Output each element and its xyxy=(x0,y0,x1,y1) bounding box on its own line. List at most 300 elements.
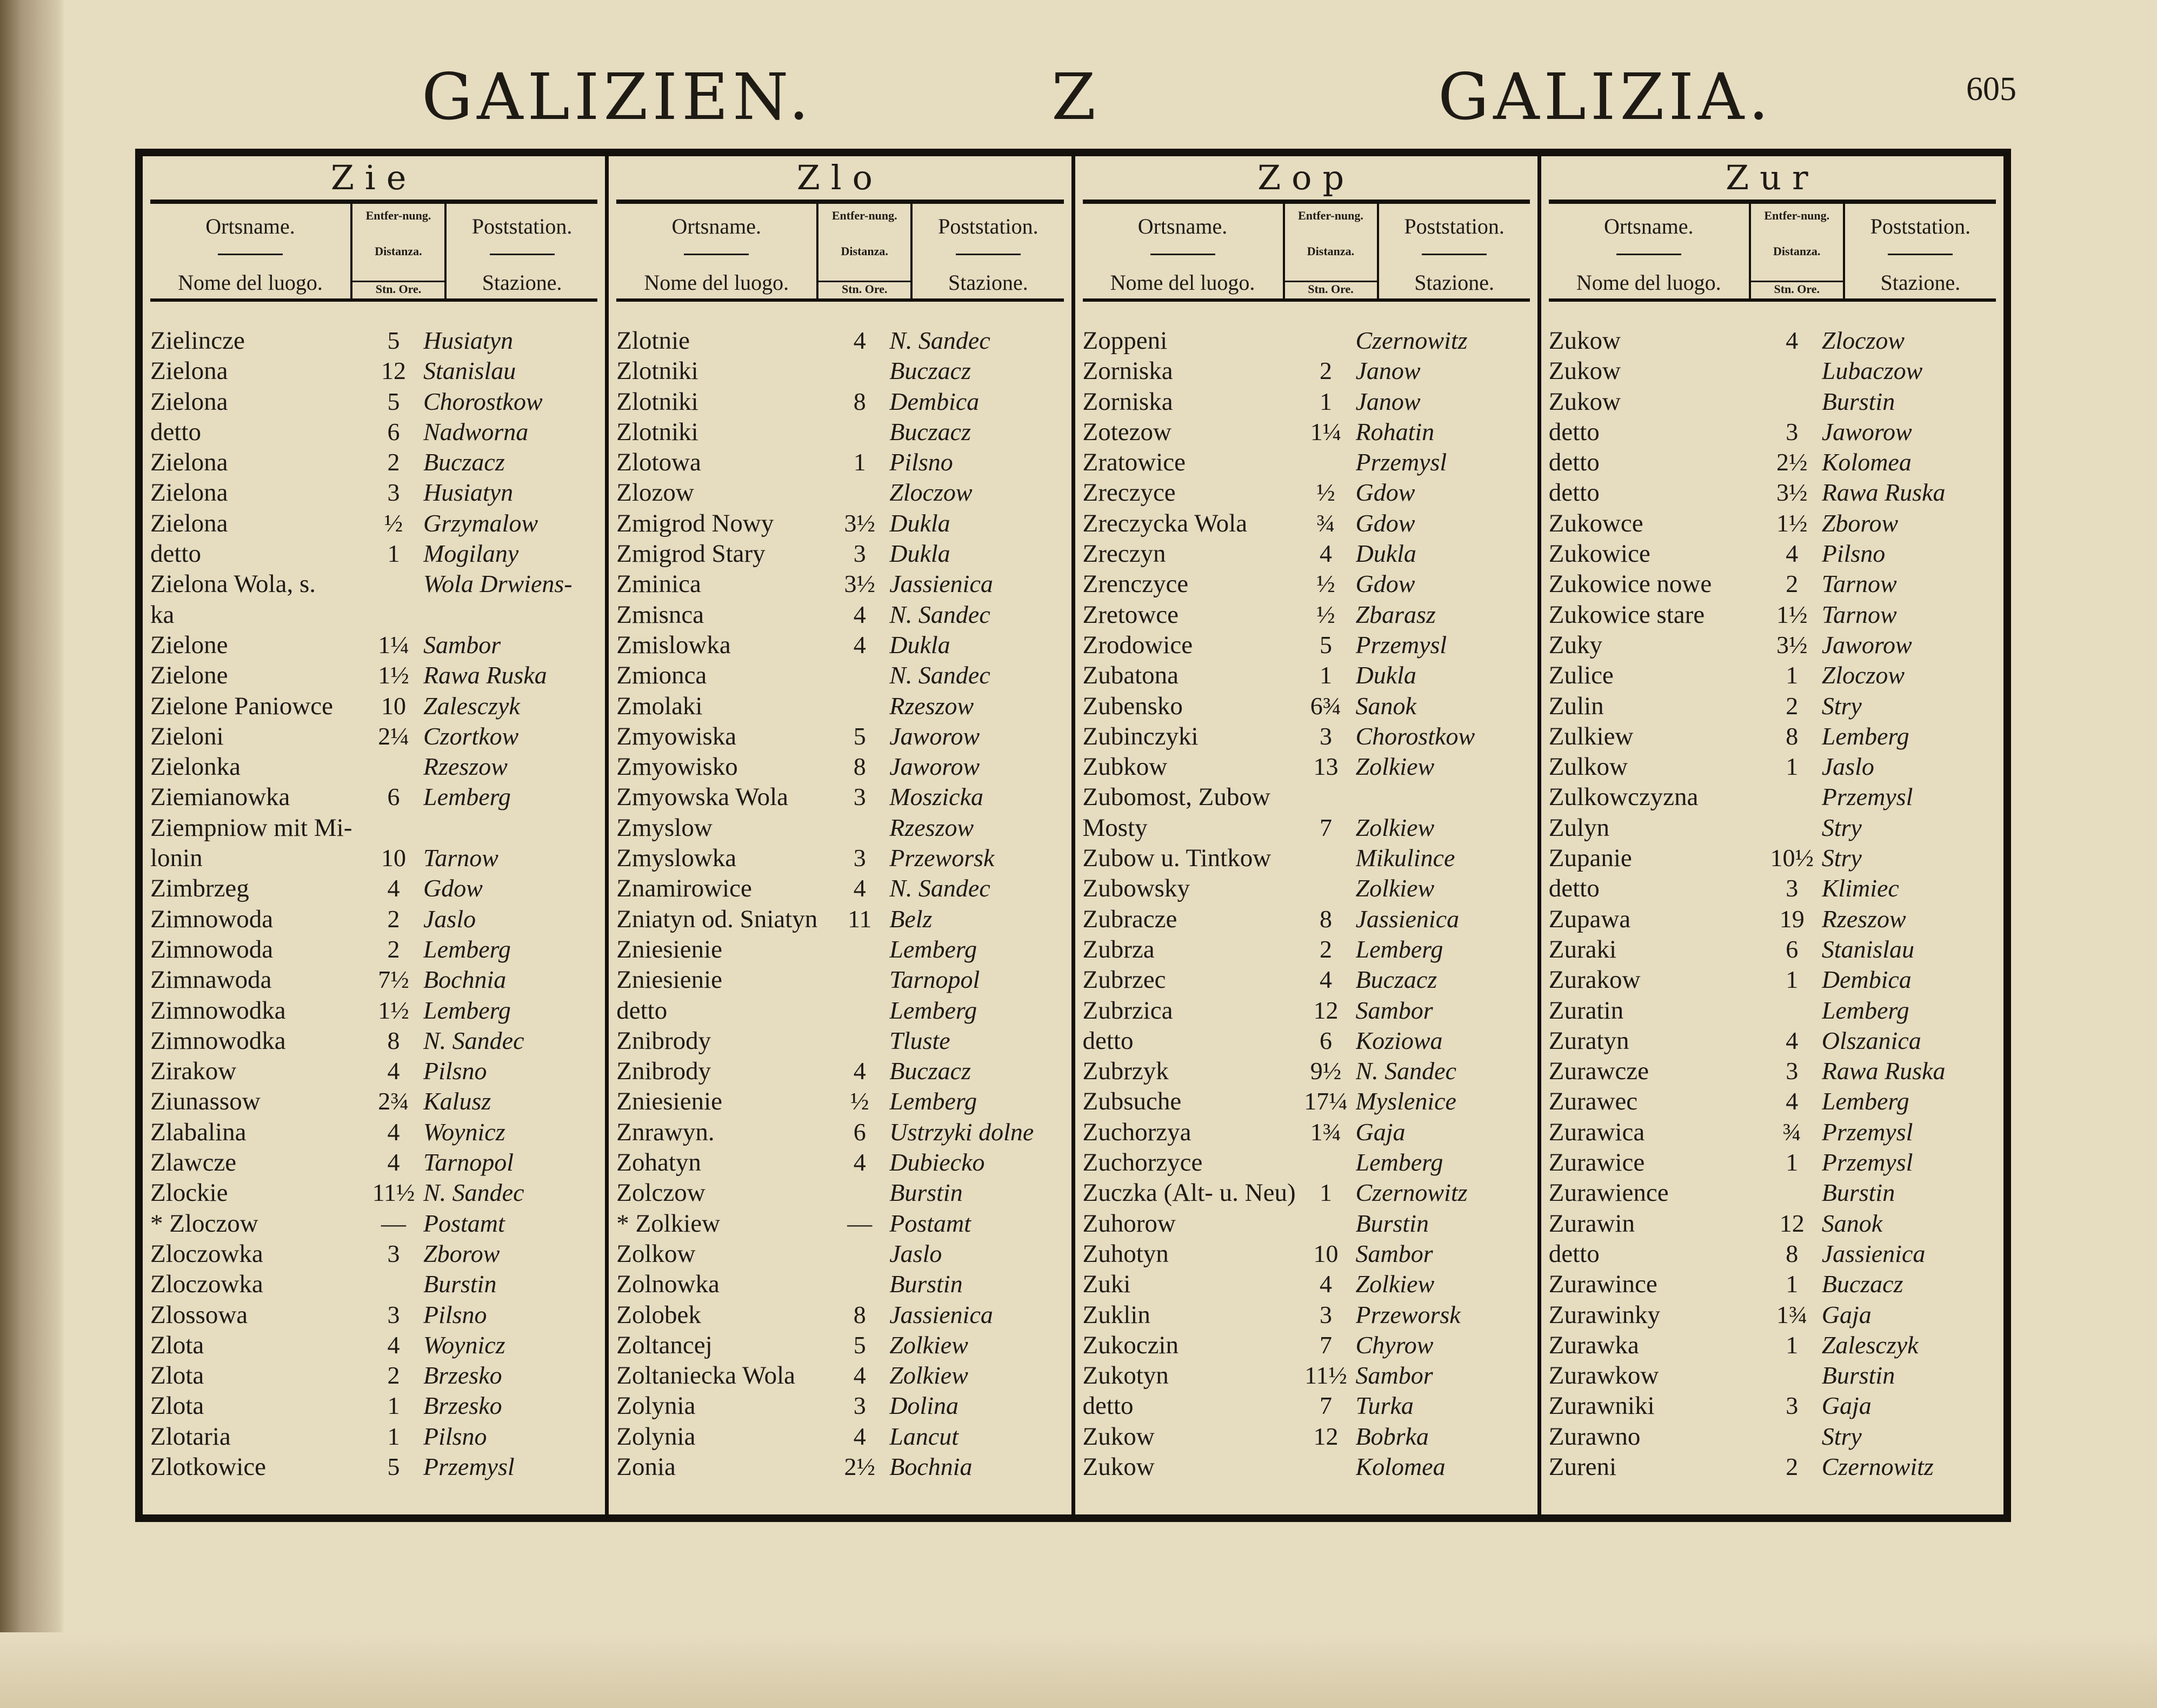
post-station: Dukla xyxy=(1355,661,1416,689)
table-row xyxy=(1083,1239,1530,1269)
place-name: Zurawka xyxy=(1548,1331,1639,1359)
table-column xyxy=(1075,156,1541,1514)
place-name: Zurawno xyxy=(1548,1422,1641,1451)
distance: 4 xyxy=(1320,966,1332,994)
post-station: Zalesczyk xyxy=(423,692,520,720)
table-row xyxy=(1083,1208,1530,1239)
header-rule xyxy=(684,254,749,255)
distance: 1 xyxy=(1786,1331,1799,1359)
header-rule xyxy=(1616,254,1681,255)
distance xyxy=(830,934,889,965)
distance: 4 xyxy=(853,1057,866,1085)
distance: 7 xyxy=(1320,1331,1332,1359)
post-station: Husiatyn xyxy=(423,478,514,507)
place-name: Zmisnca xyxy=(616,600,704,629)
post-station: Lemberg xyxy=(1821,1087,1909,1115)
table-row xyxy=(150,325,597,356)
table-row xyxy=(1083,630,1530,660)
place-name: Zurawience xyxy=(1548,1179,1669,1207)
place-name: Zukow xyxy=(1548,387,1621,416)
header-distance xyxy=(352,204,447,298)
table-row xyxy=(616,660,1063,690)
place-name: Zmigrod Nowy xyxy=(616,509,774,537)
place-name: Zukotyn xyxy=(1082,1361,1169,1390)
place-name: Zuratyn xyxy=(1548,1026,1629,1055)
distance: 11 xyxy=(848,905,872,933)
table-row xyxy=(1083,1360,1530,1391)
table-column xyxy=(143,156,609,1514)
distance: 8 xyxy=(853,753,866,781)
distance: 4 xyxy=(387,1118,400,1146)
place-name: Zubatona xyxy=(1082,661,1179,690)
post-station: Stry xyxy=(1821,844,1862,872)
label-station-de: Poststation. xyxy=(938,214,1038,238)
distance: 6 xyxy=(853,1118,866,1146)
table-row xyxy=(150,934,597,965)
header-rule xyxy=(1150,254,1215,255)
post-station: Sambor xyxy=(1355,1361,1433,1390)
place-name: detto xyxy=(1548,417,1600,446)
distance: ½ xyxy=(1316,478,1335,507)
place-name: Zulin xyxy=(1548,692,1604,720)
table-row xyxy=(1549,1117,1996,1147)
table-row xyxy=(616,752,1063,782)
distance xyxy=(1296,873,1356,903)
post-station: Dolina xyxy=(889,1392,959,1420)
distance: 2½ xyxy=(844,1452,875,1480)
place-name: Zimnawoda xyxy=(150,966,272,994)
place-name: Zlabalina xyxy=(150,1118,247,1146)
distance: 2 xyxy=(387,905,400,933)
distance: 3 xyxy=(1786,874,1799,902)
table-row xyxy=(1549,1026,1996,1056)
place-name: Zubensko xyxy=(1082,692,1183,720)
place-name: Zubrza xyxy=(1082,935,1155,963)
post-station xyxy=(1356,782,1530,812)
entry-list xyxy=(1549,302,1996,1482)
place-name: Zielonka xyxy=(150,753,241,781)
distance: 8 xyxy=(1786,722,1799,750)
table-row xyxy=(150,1239,597,1269)
label-dist-it: Distanza. xyxy=(375,244,422,258)
distance xyxy=(830,417,889,447)
table-row xyxy=(1083,600,1530,630)
distance: 2¼ xyxy=(378,722,409,750)
place-name: Zielone Paniowce xyxy=(150,692,334,720)
distance xyxy=(1296,1452,1356,1482)
distance: 1 xyxy=(387,540,400,568)
place-name: Zmyowiska xyxy=(616,722,737,750)
distance: 4 xyxy=(1786,540,1799,568)
place-name: Zielona xyxy=(150,509,228,537)
distance: 4 xyxy=(853,600,866,628)
post-station: N. Sandec xyxy=(889,874,990,902)
post-station: Jaslo xyxy=(423,905,476,933)
distance: 1 xyxy=(387,1392,400,1420)
distance: 1 xyxy=(387,1422,400,1450)
label-name-de: Ortsname. xyxy=(1137,214,1228,238)
distance: 9½ xyxy=(1310,1057,1342,1085)
post-station: Jassienica xyxy=(1821,1239,1926,1267)
table-row xyxy=(150,873,597,903)
place-name: Zielona xyxy=(150,478,228,507)
post-station: Tluste xyxy=(889,1026,950,1054)
label-dist-de: Entfer-nung. xyxy=(1298,209,1363,222)
post-station: Woynicz xyxy=(423,1118,505,1146)
label-name-it: Nome del luogo. xyxy=(1110,270,1255,295)
table-row xyxy=(1549,691,1996,721)
distance: 3 xyxy=(1320,722,1332,750)
label-name-it: Nome del luogo. xyxy=(644,270,789,295)
distance: 19 xyxy=(1779,905,1805,933)
post-station: Zloczow xyxy=(1821,661,1905,689)
header-place-name xyxy=(1083,204,1285,298)
label-dist-it: Distanza. xyxy=(841,244,888,258)
distance: 6 xyxy=(1786,935,1799,963)
table-row xyxy=(616,691,1063,721)
place-name: lonin xyxy=(150,844,203,873)
place-name: Zlotowa xyxy=(616,448,701,477)
distance: 10 xyxy=(381,692,406,720)
post-station: Burstin xyxy=(889,1179,963,1207)
place-name: Zurawin xyxy=(1548,1209,1635,1238)
label-station-it: Stazione. xyxy=(1880,270,1961,295)
post-station: Dukla xyxy=(889,630,950,659)
place-name: Zulice xyxy=(1548,661,1614,690)
place-name: Zolczow xyxy=(616,1179,705,1207)
table-row xyxy=(1549,1330,1996,1360)
table-row xyxy=(1083,569,1530,599)
place-name: Zurawica xyxy=(1548,1118,1645,1146)
distance xyxy=(1296,447,1356,477)
place-name: Zukow xyxy=(1548,327,1621,355)
place-name: Zniesienie xyxy=(616,1087,723,1116)
place-name: Zirakow xyxy=(150,1057,237,1086)
post-station: Jaslo xyxy=(889,1239,942,1267)
post-station: Zolkiew xyxy=(1355,874,1435,902)
post-station: Janow xyxy=(1355,357,1421,385)
table-row xyxy=(1083,325,1530,356)
distance: 4 xyxy=(853,327,866,354)
table-row xyxy=(1083,995,1530,1026)
table-row xyxy=(150,1117,597,1147)
table-row xyxy=(616,417,1063,447)
place-name: Ziempniow mit Mi- xyxy=(150,813,352,842)
table-row xyxy=(150,813,597,843)
distance: 8 xyxy=(1786,1239,1799,1267)
column-title: Zur xyxy=(1549,156,1996,204)
label-station-it: Stazione. xyxy=(482,270,562,295)
place-name: Ziemianowka xyxy=(150,783,290,812)
place-name: Zlotniki xyxy=(616,417,698,446)
table-row xyxy=(1549,660,1996,690)
distance: 1 xyxy=(1320,387,1332,415)
distance: 8 xyxy=(1320,905,1332,933)
label-dist-de: Entfer-nung. xyxy=(365,209,431,222)
distance: 5 xyxy=(387,1452,400,1480)
table-row xyxy=(150,1391,597,1421)
place-name: Zlossowa xyxy=(150,1300,248,1329)
place-name: Zubrzec xyxy=(1082,966,1166,994)
post-station: Gaja xyxy=(1821,1392,1872,1420)
table-row xyxy=(150,1269,597,1299)
column-title: Zie xyxy=(150,156,597,204)
post-station: Bochnia xyxy=(889,1452,973,1480)
column-header xyxy=(1083,204,1530,302)
distance: 6 xyxy=(387,783,400,811)
place-name: Zniesienie xyxy=(616,966,723,994)
table-row xyxy=(1549,965,1996,995)
table-row xyxy=(150,1300,597,1330)
post-station: Mogilany xyxy=(423,540,519,568)
table-row xyxy=(150,721,597,752)
table-row xyxy=(1549,843,1996,873)
distance: 1 xyxy=(1320,661,1332,689)
header-station xyxy=(447,204,597,298)
table-row xyxy=(1549,1239,1996,1269)
table-row xyxy=(1083,873,1530,903)
place-name: Zmigrod Stary xyxy=(616,540,765,568)
place-name: Zimnowoda xyxy=(150,905,274,933)
place-name: * Zolkiew xyxy=(616,1209,721,1238)
post-station: Pilsno xyxy=(889,448,953,476)
table-row xyxy=(150,995,597,1026)
header-place-name xyxy=(150,204,352,298)
post-station: Lemberg xyxy=(1355,1148,1443,1177)
label-station-de: Poststation. xyxy=(1404,214,1504,238)
table-row xyxy=(150,477,597,508)
distance: 3 xyxy=(1786,1392,1799,1420)
post-station: Gdow xyxy=(423,874,483,902)
distance: 1¼ xyxy=(1310,417,1342,446)
table-row xyxy=(150,1147,597,1178)
place-name: Zubracze xyxy=(1082,905,1177,933)
table-column xyxy=(609,156,1075,1514)
place-name: Zielone xyxy=(150,630,228,659)
table-row xyxy=(1083,782,1530,812)
table-row xyxy=(1083,965,1530,995)
table-row xyxy=(616,630,1063,660)
post-station: Buczacz xyxy=(1821,1270,1903,1298)
label-station-it: Stazione. xyxy=(1414,270,1494,295)
distance xyxy=(830,965,889,995)
post-station: N. Sandec xyxy=(1355,1057,1457,1085)
distance: 1 xyxy=(1786,966,1799,994)
place-name: ka xyxy=(150,600,175,629)
distance: 2 xyxy=(387,935,400,963)
post-station: N. Sandec xyxy=(423,1179,524,1207)
distance: 1¼ xyxy=(378,630,409,659)
post-station: Stry xyxy=(1821,813,1862,841)
distance: 3 xyxy=(1786,417,1799,446)
place-name: Zubow u. Tintkow xyxy=(1082,844,1271,873)
column-title: Zlo xyxy=(616,156,1063,204)
distance: — xyxy=(381,1209,406,1237)
post-station: Przemysl xyxy=(1821,1118,1913,1146)
distance: 3 xyxy=(387,1239,400,1267)
place-name: Zmolaki xyxy=(616,692,703,720)
distance: 1½ xyxy=(1776,509,1808,537)
post-station: Zolkiew xyxy=(1355,813,1435,841)
distance: 13 xyxy=(1313,753,1339,781)
table-row xyxy=(1549,1086,1996,1116)
distance: 1 xyxy=(1786,661,1799,689)
post-station: Pilsno xyxy=(423,1422,487,1450)
post-station xyxy=(423,600,597,630)
distance xyxy=(830,660,889,690)
place-name: Zielincze xyxy=(150,327,245,355)
post-station: Moszicka xyxy=(889,783,983,811)
distance: ½ xyxy=(850,1087,869,1115)
post-station: Sambor xyxy=(1355,996,1433,1024)
table-row xyxy=(1549,477,1996,508)
distance: 12 xyxy=(1779,1209,1805,1237)
distance: 4 xyxy=(1786,1026,1799,1054)
distance xyxy=(1296,1208,1356,1239)
table-row xyxy=(1083,356,1530,386)
page-gutter xyxy=(0,0,65,1708)
place-name: Zolynia xyxy=(616,1392,696,1420)
post-station: Jassienica xyxy=(1355,905,1460,933)
post-station: Zloczow xyxy=(889,478,973,507)
post-station: Ustrzyki dolne xyxy=(889,1118,1034,1146)
place-name: Znamirowice xyxy=(616,874,752,903)
post-station: Jaworow xyxy=(889,722,980,750)
distance: 2 xyxy=(387,448,400,476)
post-station: Janow xyxy=(1355,387,1421,415)
distance xyxy=(364,569,423,599)
table-row xyxy=(1083,477,1530,508)
table-row xyxy=(616,1421,1063,1452)
distance: 2½ xyxy=(1776,448,1808,476)
post-station: Lemberg xyxy=(1821,996,1909,1024)
table-row xyxy=(1549,1360,1996,1391)
post-station: Jaworow xyxy=(1821,417,1912,446)
place-name: Zmyslow xyxy=(616,813,713,842)
post-station: N. Sandec xyxy=(889,600,990,628)
distance xyxy=(830,1239,889,1269)
post-station: Zloczow xyxy=(1821,327,1905,354)
place-name: Zreczycka Wola xyxy=(1082,509,1248,537)
table-row xyxy=(150,752,597,782)
distance: 3 xyxy=(1786,1057,1799,1085)
place-name: Zratowice xyxy=(1082,448,1186,477)
header-station xyxy=(913,204,1063,298)
distance xyxy=(1762,1178,1822,1208)
table-row xyxy=(150,1360,597,1391)
place-name: Zonia xyxy=(616,1452,676,1481)
place-name: Zlota xyxy=(150,1331,204,1359)
distance xyxy=(1296,1147,1356,1178)
distance: 1 xyxy=(1320,1179,1332,1207)
distance: 4 xyxy=(853,1422,866,1450)
place-name: Zukoczin xyxy=(1082,1331,1179,1359)
table-row xyxy=(150,904,597,934)
table-row xyxy=(616,1239,1063,1269)
distance: 4 xyxy=(853,1148,866,1177)
distance: 6 xyxy=(387,417,400,446)
place-name: Zmionca xyxy=(616,661,707,690)
table-row xyxy=(616,1117,1063,1147)
post-station: Tarnopol xyxy=(889,966,980,994)
place-name: Zuczka (Alt- u. Neu) xyxy=(1082,1179,1296,1207)
place-name: detto xyxy=(1548,1239,1600,1268)
header-station xyxy=(1845,204,1996,298)
post-station: Zolkiew xyxy=(1355,753,1435,781)
header-place-name xyxy=(1549,204,1751,298)
post-station: Sambor xyxy=(1355,1239,1433,1267)
place-name: Mosty xyxy=(1082,813,1148,842)
distance xyxy=(364,600,423,630)
table-row xyxy=(1549,934,1996,965)
table-row xyxy=(1549,1391,1996,1421)
label-dist-units: Stn. Ore. xyxy=(1751,281,1843,298)
distance: 3 xyxy=(387,478,400,507)
table-row xyxy=(1083,843,1530,873)
post-station: Rzeszow xyxy=(423,753,508,781)
post-station: Burstin xyxy=(1821,387,1895,415)
place-name: Zoltaniecka Wola xyxy=(616,1361,795,1390)
distance: ¾ xyxy=(1782,1118,1801,1146)
label-dist-units: Stn. Ore. xyxy=(1285,281,1377,298)
post-station: Jassienica xyxy=(889,1300,993,1328)
table-row xyxy=(616,782,1063,812)
distance: 5 xyxy=(1320,630,1332,659)
post-station: Dubiecko xyxy=(889,1148,985,1177)
distance: 4 xyxy=(1786,327,1799,354)
table-row xyxy=(616,995,1063,1026)
table-row xyxy=(616,813,1063,843)
distance: 12 xyxy=(1313,1422,1339,1450)
post-station: Jaslo xyxy=(1821,753,1874,781)
label-station-it: Stazione. xyxy=(948,270,1028,295)
post-station: N. Sandec xyxy=(889,327,990,354)
post-station: Buczacz xyxy=(889,1057,971,1085)
place-name: Zuhotyn xyxy=(1082,1239,1169,1268)
table-row xyxy=(1083,1269,1530,1299)
post-station: Chorostkow xyxy=(1355,722,1475,750)
post-station: Burstin xyxy=(1821,1179,1895,1207)
distance: 3 xyxy=(853,844,866,872)
label-name-it: Nome del luogo. xyxy=(178,270,323,295)
table-row xyxy=(150,660,597,690)
place-name: Zurawniki xyxy=(1548,1392,1655,1420)
post-station: Przemysl xyxy=(1355,448,1447,476)
place-name: Znibrody xyxy=(616,1026,711,1055)
post-station: Rawa Ruska xyxy=(423,661,547,689)
table-row xyxy=(150,782,597,812)
post-station: Kolomea xyxy=(1821,448,1912,476)
place-name: Zolynia xyxy=(616,1422,696,1451)
post-station: Grzymalow xyxy=(423,509,538,537)
table-row xyxy=(1549,1178,1996,1208)
post-station: Tarnopol xyxy=(423,1148,514,1177)
place-name: Zretowce xyxy=(1082,600,1179,629)
post-station: Buczacz xyxy=(423,448,505,476)
post-station: Woynicz xyxy=(423,1331,505,1359)
place-name: Zlotnie xyxy=(616,327,690,355)
table-row xyxy=(1549,995,1996,1026)
table-row xyxy=(1083,1086,1530,1116)
distance: 10 xyxy=(1313,1239,1339,1267)
page-bottom-edge xyxy=(0,1632,2157,1708)
distance xyxy=(364,752,423,782)
distance xyxy=(830,1178,889,1208)
place-name: Zimnowoda xyxy=(150,935,274,963)
table-row xyxy=(1083,813,1530,843)
table-row xyxy=(150,630,597,660)
header-distance xyxy=(1751,204,1845,298)
